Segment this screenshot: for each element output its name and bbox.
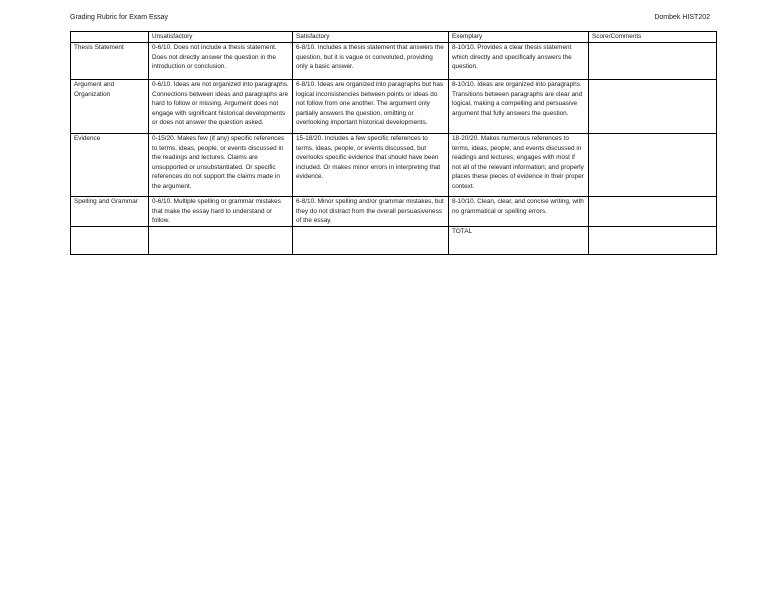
criterion-cell: Evidence: [71, 134, 149, 197]
grading-rubric-table: [70, 31, 717, 255]
table-header-row: [71, 32, 717, 43]
exemplary-cell: 8-10/10. Clean, clear, and concise writing, with no grammatical or spelling errors.: [449, 197, 589, 227]
score-cell[interactable]: [589, 80, 717, 134]
table-row-total: [71, 226, 717, 254]
criterion-cell: Thesis Statement: [71, 43, 149, 80]
header-cell-score-comments: Score/Comments: [589, 32, 717, 43]
unsatisfactory-cell: 0-15/20. Makes few (if any) specific references to terms, ideas, people, or events discussed in the readings and lectures. Claims are unsupported or unsubstantiated. Or specific references do not support the claims made in the argument.: [149, 134, 293, 197]
exemplary-cell: 8-10/10. Provides a clear thesis statement which directly and specifically answers the question.: [449, 43, 589, 80]
course-label: Dombek HIST202: [654, 14, 710, 21]
exemplary-cell: 8-10/10. Ideas are organized into paragraphs. Transitions between paragraphs are clear and logical, making a compelling and persuasive argument that fully answers the question.: [449, 80, 589, 134]
table-row-spelling-grammar: [71, 197, 717, 227]
satisfactory-cell: 6-8/10. Includes a thesis statement that answers the question, but it is vague or convoluted, providing only a basic answer.: [293, 43, 449, 80]
score-cell[interactable]: [589, 43, 717, 80]
total-empty-cell: [71, 226, 149, 254]
header-cell-unsatisfactory: Unsatisfactory: [149, 32, 293, 43]
total-label: TOTAL: [449, 226, 589, 254]
score-cell[interactable]: [589, 134, 717, 197]
total-empty-cell: [293, 226, 449, 254]
total-empty-cell: [149, 226, 293, 254]
page-header: [70, 12, 710, 24]
criterion-cell: Argument and Organization: [71, 80, 149, 134]
document-title: Grading Rubric for Exam Essay: [70, 14, 169, 21]
unsatisfactory-cell: 0-6/10. Does not include a thesis statement. Does not directly answer the question in the introduction or conclusion.: [149, 43, 293, 80]
exemplary-cell: 18-20/20. Makes numerous references to terms, ideas, people, and events discussed in readings and lectures; engages with most if not all of the relevant information; and properly places these pieces of evidence in their proper context.: [449, 134, 589, 197]
header-cell-satisfactory: Satisfactory: [293, 32, 449, 43]
table-row-evidence: [71, 134, 717, 197]
satisfactory-cell: 6-8/10. Ideas are organized into paragraphs but has logical inconsistencies between points or ideas do not follow from one another. The argument only partially answers the question, omitting or overlooking important historical developments.: [293, 80, 449, 134]
unsatisfactory-cell: 0-6/10. Ideas are not organized into paragraphs. Connections between ideas and paragraphs are hard to follow or missing. Argument does not engage with significant historical developments or does not answer the question asked.: [149, 80, 293, 134]
table-row-argument-organization: [71, 80, 717, 134]
header-cell-exemplary: Exemplary: [449, 32, 589, 43]
header-cell-criterion: [71, 32, 149, 43]
satisfactory-cell: 15-18/20. Includes a few specific references to terms, ideas, people, or events discussed, but overlooks specific evidence that should have been included. Or makes minor errors in interpreting that evidence.: [293, 134, 449, 197]
total-score-cell[interactable]: [589, 226, 717, 254]
satisfactory-cell: 6-8/10. Minor spelling and/or grammar mistakes, but they do not distract from the overall persuasiveness of the essay.: [293, 197, 449, 227]
score-cell[interactable]: [589, 197, 717, 227]
criterion-cell: Spelling and Grammar: [71, 197, 149, 227]
unsatisfactory-cell: 0-6/10. Multiple spelling or grammar mistakes that make the essay hard to understand or follow.: [149, 197, 293, 227]
table-row-thesis-statement: [71, 43, 717, 80]
